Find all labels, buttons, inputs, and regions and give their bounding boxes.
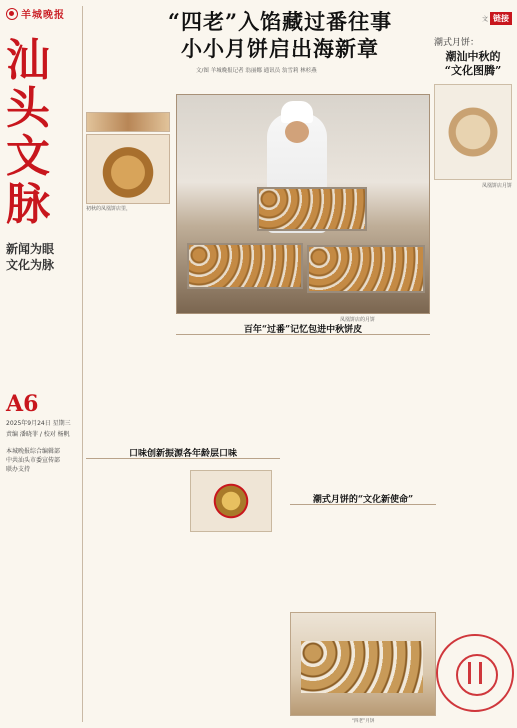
section-title-char: 头 — [6, 83, 56, 134]
link-tag — [434, 12, 512, 25]
chef-face — [285, 121, 309, 143]
link-tag-text: 文 — [481, 16, 488, 23]
chef-hat-icon — [281, 101, 313, 123]
left-column — [6, 6, 78, 722]
section-tagline — [6, 241, 78, 273]
imprint-line: 中共汕头市委宣传部 — [6, 457, 61, 464]
section-title-char: 脉 — [6, 179, 56, 230]
headline-line-2: 小小月饼启出海新章 — [181, 36, 379, 61]
bottom-mooncake-photo — [290, 612, 436, 716]
section-title-char: 汕 — [6, 35, 56, 86]
issue-editor: 责编 潘晓菲 / 校对 杨帆 — [6, 431, 70, 438]
mooncake-photo-left — [86, 134, 170, 204]
section-2-title: 口味创新振源各年龄层口味 — [128, 449, 237, 459]
right-title-line: 潮汕中秋的 — [445, 50, 501, 63]
imprint — [6, 447, 78, 474]
right-title — [434, 50, 512, 78]
stamp-emblem — [468, 662, 482, 684]
right-photo-caption: 凤凰饼店月饼 — [481, 183, 512, 189]
imprint-line: 本城晚报综合编辑部 — [6, 448, 61, 455]
editor-label: 责编 潘晓菲 — [6, 431, 38, 438]
page-code: A6 — [6, 391, 39, 417]
imprint-line: 联办支持 — [6, 466, 31, 473]
masthead — [6, 6, 78, 21]
newspaper-logo-icon — [6, 8, 18, 20]
main-photo-caption: 凤凰饼店的月饼 — [340, 317, 376, 323]
right-title-line: “文化图腾” — [444, 64, 502, 77]
right-kicker: 潮式月饼： — [434, 38, 480, 48]
right-mooncake-photo — [434, 84, 512, 180]
byline: 文/图 羊城晚报记者 翁丽娜 通讯员 翁雪莉 林杉燕 — [196, 68, 317, 74]
culture-brand-stamp-icon — [436, 634, 514, 712]
column-divider — [82, 6, 83, 722]
headline — [130, 8, 430, 62]
mooncake-badge-photo — [190, 470, 272, 532]
main-photo-chef — [176, 94, 430, 314]
link-tag-label: 链接 — [490, 12, 512, 25]
tagline-line: 新闻为眼 — [6, 242, 55, 256]
section-3-title: 潮式月饼的“文化新使命” — [312, 495, 414, 505]
issue-date: 2025年9月24日 星期三 — [6, 420, 71, 427]
left-photo-caption: 初秋的凤凰饼店里， — [86, 206, 132, 212]
mooncake-photo-top — [86, 112, 170, 132]
right-column — [434, 6, 512, 722]
tagline-line: 文化为脉 — [6, 258, 55, 272]
mooncake-tray — [301, 641, 423, 693]
mooncake-tray — [307, 245, 425, 293]
section-title-char: 文 — [6, 131, 56, 182]
section-1-title: 百年“过番”记忆包进中秋饼皮 — [243, 325, 363, 335]
bottom-photo-caption: “四老”月饼 — [351, 719, 375, 724]
headline-line-1: “四老”入馅藏过番往事 — [167, 9, 393, 34]
proof-label: 校对 杨帆 — [43, 431, 70, 438]
mooncake-tray — [187, 243, 303, 289]
newspaper-name: 羊城晚报 — [21, 10, 65, 21]
mooncake-tray — [257, 187, 367, 231]
section-title — [6, 37, 78, 229]
